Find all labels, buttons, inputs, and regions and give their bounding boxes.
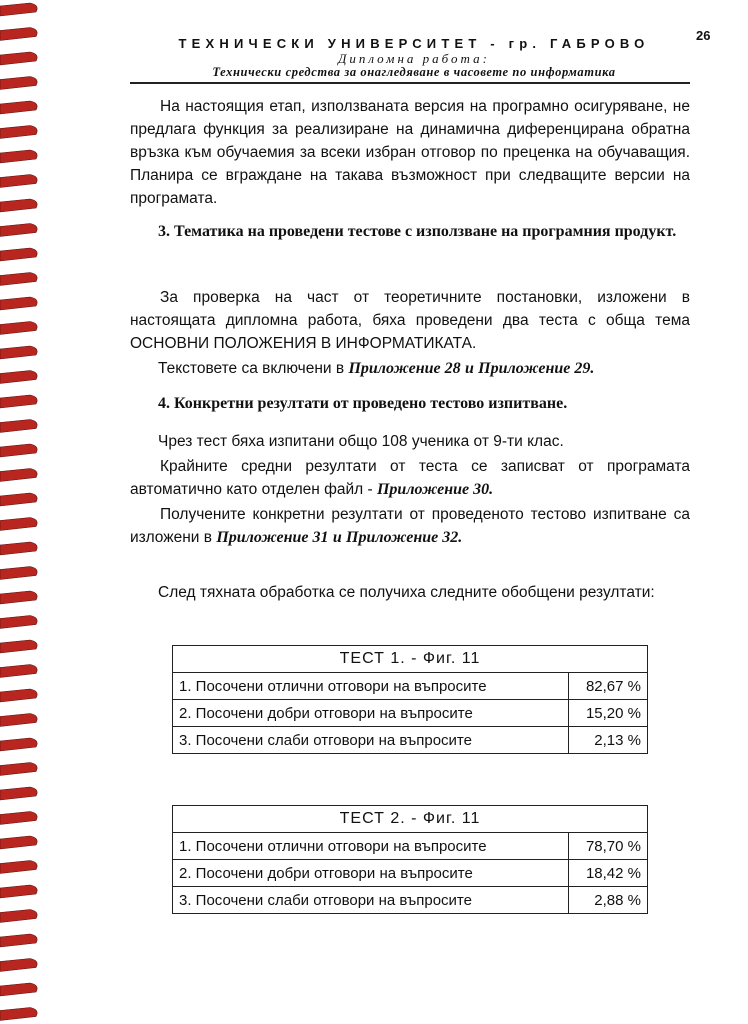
paragraph-concrete-results (130, 503, 690, 549)
binding-ring (0, 910, 37, 923)
binding-ring (0, 469, 37, 482)
binding-ring (0, 885, 37, 898)
row-value: 18,42 % (569, 860, 648, 887)
row-label: 1. Посочени отлични отговори на въпросите (173, 833, 569, 860)
binding-ring (0, 371, 37, 384)
row-value: 78,70 % (569, 833, 648, 860)
binding-ring (0, 52, 37, 65)
binding-ring (0, 444, 37, 457)
row-label: 3. Посочени слаби отговори на въпросите (173, 727, 569, 754)
results-file-text: Крайните средни резултати от теста се записват от програмата автоматично като отделен файл - (130, 458, 690, 498)
page-number: 26 (696, 28, 711, 43)
test-1-table (172, 645, 648, 754)
binding-ring (0, 273, 37, 286)
binding-ring (0, 787, 37, 800)
binding-ring (0, 493, 37, 506)
binding-ring (0, 224, 37, 237)
appendix-30-ref: Приложение 30. (376, 481, 494, 498)
spiral-binding (0, 0, 44, 1024)
appendix-31-ref: Приложение 31 (216, 529, 329, 546)
row-value: 2,88 % (569, 887, 648, 914)
binding-ring (0, 420, 37, 433)
table-row (173, 887, 648, 914)
binding-ring (0, 3, 37, 16)
binding-ring (0, 934, 37, 947)
binding-ring (0, 101, 37, 114)
binding-ring (0, 518, 37, 531)
binding-ring (0, 126, 37, 139)
binding-ring (0, 689, 37, 702)
row-label: 2. Посочени добри отговори на въпросите (173, 860, 569, 887)
binding-ring (0, 616, 37, 629)
appendix-32-ref: Приложение 32. (346, 529, 463, 546)
and-word: и (464, 360, 474, 377)
binding-ring (0, 199, 37, 212)
binding-ring (0, 322, 37, 335)
binding-ring (0, 567, 37, 580)
table-row (173, 673, 648, 700)
binding-ring (0, 983, 37, 996)
table-row (173, 727, 648, 754)
table-row (173, 833, 648, 860)
binding-ring (0, 763, 37, 776)
row-value: 2,13 % (569, 727, 648, 754)
test-2-title: ТЕСТ 2. - Фиг. 11 (173, 806, 648, 833)
paragraph-tests-conducted: За проверка на част от теоретичните постановки, изложени в настоящата дипломна работа, бяха проведени два теста с обща тема ОСНОВНИ ПОЛОЖЕНИЯ В ИНФОРМАТИКАТА. (130, 289, 690, 352)
binding-ring (0, 640, 37, 653)
table-row (173, 860, 648, 887)
binding-ring (0, 248, 37, 261)
table-row (173, 700, 648, 727)
paragraph-summary-intro: След тяхната обработка се получиха следните обобщени резултати: (158, 584, 655, 601)
row-label: 2. Посочени добри отговори на въпросите (173, 700, 569, 727)
paragraph-students-tested: Чрез тест бяха изпитани общо 108 ученика от 9-ти клас. (158, 433, 564, 450)
binding-ring (0, 297, 37, 310)
row-value: 15,20 % (569, 700, 648, 727)
binding-ring (0, 1008, 37, 1021)
binding-ring (0, 591, 37, 604)
appendix-29-ref: Приложение 29. (478, 360, 595, 377)
binding-ring (0, 542, 37, 555)
binding-ring (0, 346, 37, 359)
row-label: 1. Посочени отлични отговори на въпросите (173, 673, 569, 700)
binding-ring (0, 812, 37, 825)
binding-ring (0, 861, 37, 874)
paragraph-texts-included (158, 357, 718, 380)
texts-included-text: Текстовете са включени в (158, 360, 345, 377)
test-2-table (172, 805, 648, 914)
binding-ring (0, 714, 37, 727)
section-3-heading: 3. Тематика на проведени тестове с използване на програмния продукт. (158, 223, 677, 240)
section-4-heading: 4. Конкретни резултати от проведено тестово изпитване. (158, 395, 568, 412)
row-value: 82,67 % (569, 673, 648, 700)
header-work-title: Технически средства за онагледяване в часовете по информатика (212, 65, 616, 79)
binding-ring (0, 150, 37, 163)
binding-ring (0, 28, 37, 41)
concrete-results-text: Получените конкретни резултати от проведеното тестово изпитване са изложени в (130, 506, 690, 546)
binding-ring (0, 836, 37, 849)
header-university: ТЕХНИЧЕСКИ УНИВЕРСИТЕТ - гр. ГАБРОВО (178, 36, 650, 51)
binding-ring (0, 738, 37, 751)
test-1-title: ТЕСТ 1. - Фиг. 11 (173, 646, 648, 673)
header-work-type: Дипломна работа: (338, 51, 490, 66)
binding-ring (0, 175, 37, 188)
row-label: 3. Посочени слаби отговори на въпросите (173, 887, 569, 914)
header-divider (130, 82, 690, 84)
binding-ring (0, 395, 37, 408)
appendix-28-ref: Приложение 28 (348, 360, 461, 377)
and-word-2: и (332, 529, 342, 546)
binding-ring (0, 77, 37, 90)
paragraph-results-file (130, 455, 690, 501)
paragraph-software-version: На настоящия етап, използваната версия на програмно осигуряване, не предлага функция за реализиране на динамична диференцирана обратна връзка към обучаемия за всеки избран отговор по преценка на обучаващия. Планира се вграждане на такава възможност при следващите версии на програмата. (130, 98, 690, 207)
binding-ring (0, 959, 37, 972)
binding-ring (0, 665, 37, 678)
